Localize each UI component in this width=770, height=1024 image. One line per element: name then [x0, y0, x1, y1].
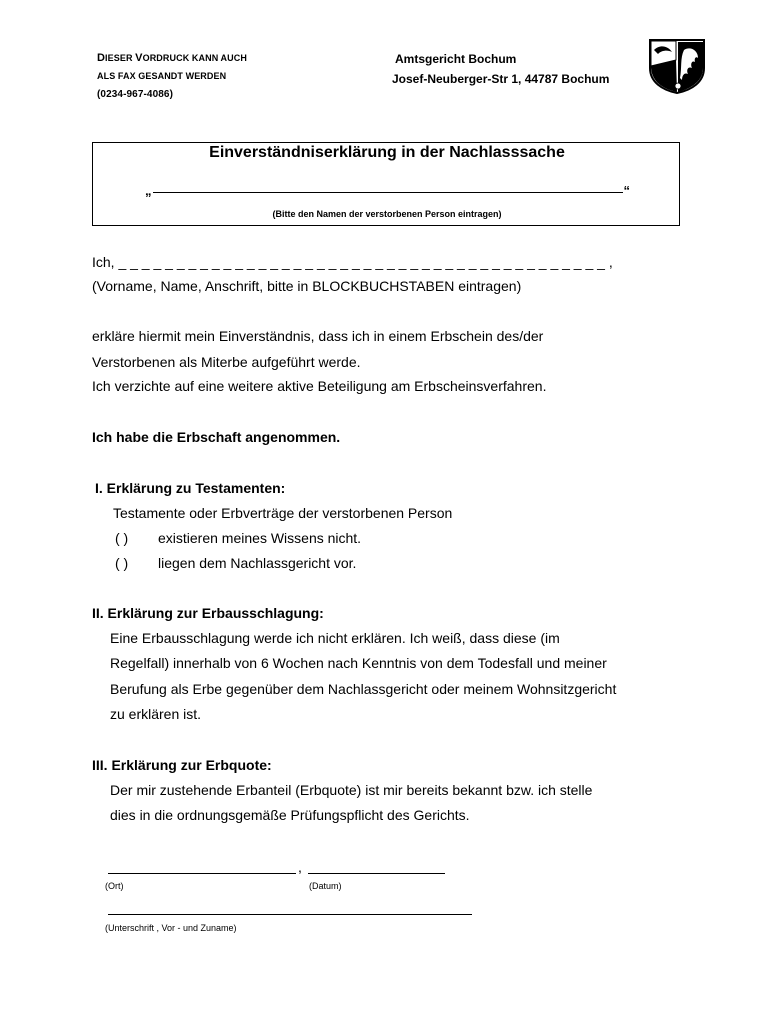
- section2-heading: II. Erklärung zur Erbausschlagung:: [92, 605, 324, 621]
- signature-label: (Unterschrift , Vor - und Zuname): [105, 923, 237, 933]
- place-date-comma: ,: [298, 859, 302, 875]
- fax-note-line1: DIESER VORDRUCK KANN AUCH: [97, 52, 247, 64]
- consent-line-1: erkläre hiermit mein Einverständnis, dass ich in einem Erbschein des/der: [92, 328, 544, 344]
- section1-heading: I. Erklärung zu Testamenten:: [95, 480, 286, 496]
- section3-heading: III. Erklärung zur Erbquote:: [92, 757, 272, 773]
- deceased-name-hint: (Bitte den Namen der verstorbenen Person eintragen): [272, 209, 502, 219]
- section2-line-3: Berufung als Erbe gegenüber dem Nachlassgericht oder meinem Wohnsitzgericht: [110, 681, 617, 697]
- close-quote: “: [623, 183, 630, 198]
- form-title: Einverständniserklärung in der Nachlasssache: [209, 144, 565, 161]
- section2-line-4: zu erklären ist.: [110, 706, 202, 722]
- date-label: (Datum): [309, 881, 342, 891]
- ich-name-field[interactable]: Ich, _ _ _ _ _ _ _ _ _ _ _ _ _ _ _ _ _ _ _ _ _ _ _ _ _ _ _ _ _ _ _ _ _ _ _ _ _ _ _ _ _ _ ,: [92, 254, 613, 270]
- section3-line-1: Der mir zustehende Erbanteil (Erbquote) ist mir bereits bekannt bzw. ich stelle: [110, 782, 593, 798]
- date-line[interactable]: [308, 873, 445, 874]
- court-address: Josef-Neuberger-Str 1, 44787 Bochum: [392, 72, 610, 86]
- signature-line[interactable]: [108, 914, 472, 915]
- option-checkbox-1[interactable]: ( ): [115, 530, 129, 546]
- nrw-coat-of-arms-icon: [648, 38, 706, 94]
- place-label: (Ort): [105, 881, 124, 891]
- accepted-statement: Ich habe die Erbschaft angenommen.: [92, 429, 341, 445]
- open-quote: „: [145, 183, 152, 198]
- option-checkbox-2[interactable]: ( ): [115, 555, 129, 571]
- place-line[interactable]: [108, 873, 296, 874]
- court-name: Amtsgericht Bochum: [395, 52, 517, 66]
- consent-line-2: Verstorbenen als Miterbe aufgeführt werde.: [92, 354, 361, 370]
- fax-note-line2: ALS FAX GESANDT WERDEN: [97, 71, 227, 81]
- fax-number: (0234-967-4086): [97, 89, 173, 100]
- title-box: [92, 142, 680, 226]
- section2-line-2: Regelfall) innerhalb von 6 Wochen nach Kenntnis von dem Todesfall und meiner: [110, 655, 607, 671]
- section2-line-1: Eine Erbausschlagung werde ich nicht erklären. Ich weiß, dass diese (im: [110, 630, 560, 646]
- ich-name-hint: (Vorname, Name, Anschrift, bitte in BLOCKBUCHSTABEN eintragen): [92, 278, 522, 294]
- option-label-1: existieren meines Wissens nicht.: [158, 530, 362, 546]
- deceased-name-line[interactable]: [153, 192, 623, 193]
- section1-intro: Testamente oder Erbverträge der verstorbenen Person: [113, 505, 453, 521]
- deceased-name-field[interactable]: [145, 183, 630, 198]
- section3-line-2: dies in die ordnungsgemäße Prüfungspflicht des Gerichts.: [110, 807, 470, 823]
- option-label-2: liegen dem Nachlassgericht vor.: [158, 555, 357, 571]
- consent-line-3: Ich verzichte auf eine weitere aktive Beteiligung am Erbscheinsverfahren.: [92, 378, 547, 394]
